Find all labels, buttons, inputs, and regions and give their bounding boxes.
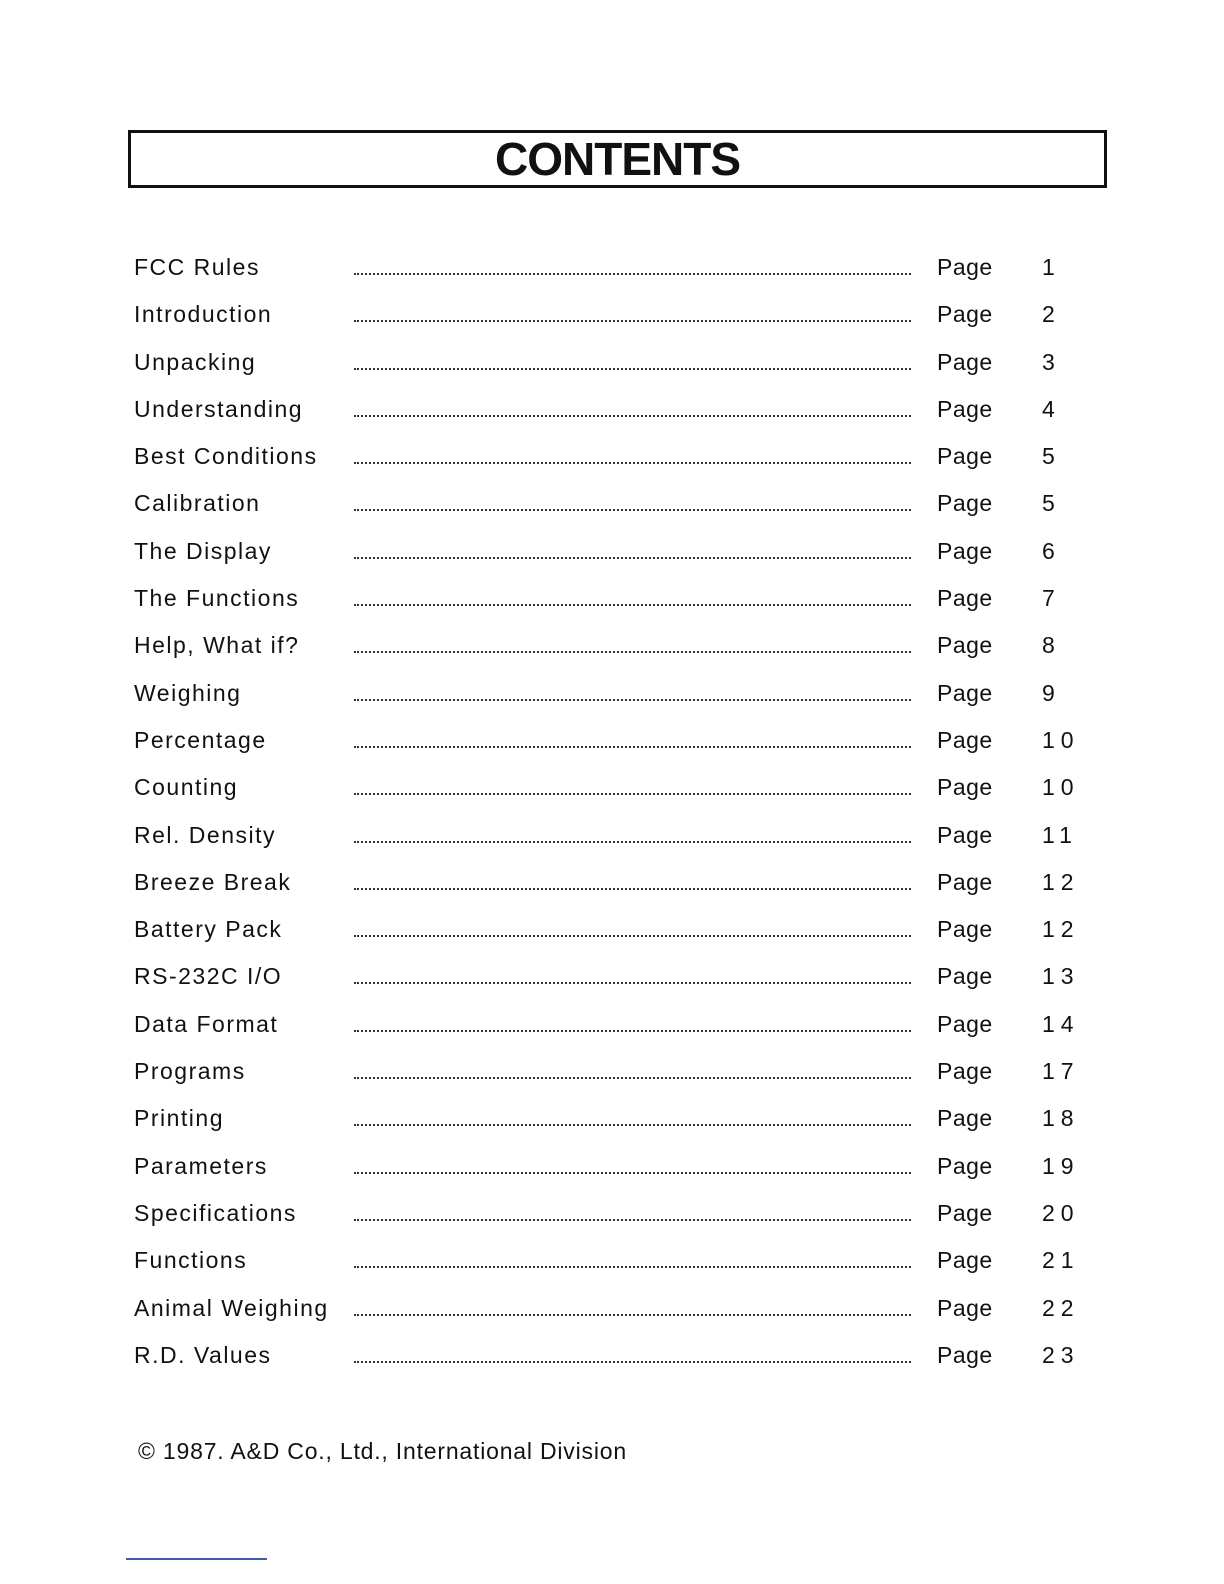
toc-page-number: 19	[1042, 1152, 1080, 1179]
toc-page-number: 13	[1042, 963, 1080, 990]
toc-entry	[134, 1190, 1094, 1237]
toc-page-word: Page	[937, 868, 993, 895]
toc-entry-label: Help, What if?	[134, 632, 300, 659]
toc-dot-leader	[354, 1361, 911, 1363]
toc-entry-label: Battery Pack	[134, 916, 283, 943]
toc-dot-leader	[354, 888, 911, 890]
toc-entry-label: FCC Rules	[134, 254, 260, 280]
toc-page-word: Page	[937, 1294, 993, 1321]
toc-page-word: Page	[937, 916, 993, 943]
toc-page-word: Page	[937, 1341, 993, 1368]
toc-entry-label: RS-232C I/O	[134, 963, 283, 990]
toc-dot-leader	[354, 462, 911, 464]
toc-page-number: 21	[1042, 1247, 1080, 1274]
toc-entry	[134, 291, 1094, 338]
contents-title-box	[128, 130, 1107, 188]
toc-page-number: 1	[1042, 254, 1061, 280]
toc-page-word: Page	[937, 679, 993, 706]
toc-page-word: Page	[937, 726, 993, 753]
toc-dot-leader	[354, 982, 911, 984]
toc-dot-leader	[354, 273, 911, 275]
toc-page-word: Page	[937, 1010, 993, 1037]
toc-entry-label: Functions	[134, 1247, 248, 1274]
toc-dot-leader	[354, 415, 911, 417]
table-of-contents	[134, 244, 1094, 1379]
toc-page-word: Page	[937, 1247, 993, 1274]
toc-entry	[134, 433, 1094, 480]
toc-dot-leader	[354, 1266, 911, 1268]
toc-entry-label: Unpacking	[134, 348, 257, 375]
toc-dot-leader	[354, 1314, 911, 1316]
toc-dot-leader	[354, 320, 911, 322]
toc-dot-leader	[354, 1219, 911, 1221]
toc-page-number: 14	[1042, 1010, 1080, 1037]
toc-page-number: 3	[1042, 348, 1061, 375]
toc-page-number: 5	[1042, 443, 1061, 470]
toc-entry-label: R.D. Values	[134, 1341, 272, 1368]
toc-page-word: Page	[937, 1058, 993, 1085]
toc-page-word: Page	[937, 443, 993, 470]
toc-dot-leader	[354, 1030, 911, 1032]
toc-page-word: Page	[937, 254, 993, 280]
toc-page-word: Page	[937, 537, 993, 564]
toc-page-number: 7	[1042, 585, 1061, 612]
toc-entry-label: The Display	[134, 537, 272, 564]
toc-page-word: Page	[937, 821, 993, 848]
toc-dot-leader	[354, 841, 911, 843]
toc-entry-label: Parameters	[134, 1152, 268, 1179]
toc-entry-label: Counting	[134, 774, 239, 801]
toc-entry	[134, 1237, 1094, 1284]
toc-page-number: 10	[1042, 774, 1080, 801]
toc-entry-label: Introduction	[134, 301, 273, 328]
toc-page-word: Page	[937, 585, 993, 612]
toc-entry	[134, 953, 1094, 1000]
toc-entry	[134, 906, 1094, 953]
toc-entry	[134, 764, 1094, 811]
toc-entry	[134, 859, 1094, 906]
toc-entry-label: Rel. Density	[134, 821, 276, 848]
toc-entry	[134, 575, 1094, 622]
toc-entry	[134, 244, 1094, 291]
toc-dot-leader	[354, 1077, 911, 1079]
toc-page-number: 23	[1042, 1341, 1080, 1368]
toc-page-number: 17	[1042, 1058, 1080, 1085]
toc-entry-label: Printing	[134, 1105, 224, 1132]
toc-dot-leader	[354, 1172, 911, 1174]
toc-dot-leader	[354, 368, 911, 370]
toc-page-number: 12	[1042, 868, 1080, 895]
toc-page-word: Page	[937, 1199, 993, 1226]
toc-page-number: 20	[1042, 1199, 1080, 1226]
toc-entry	[134, 670, 1094, 717]
toc-entry	[134, 622, 1094, 669]
toc-entry	[134, 528, 1094, 575]
toc-dot-leader	[354, 1124, 911, 1126]
toc-dot-leader	[354, 793, 911, 795]
toc-page-number: 10	[1042, 726, 1080, 753]
page-title: CONTENTS	[495, 133, 740, 185]
toc-entry-label: Calibration	[134, 490, 261, 517]
toc-page-number: 4	[1042, 395, 1061, 422]
toc-dot-leader	[354, 509, 911, 511]
copyright-notice: © 1987. A&D Co., Ltd., International Division	[138, 1438, 627, 1464]
toc-page-word: Page	[937, 632, 993, 659]
toc-page-number: 22	[1042, 1294, 1080, 1321]
toc-entry-label: Percentage	[134, 726, 267, 753]
footer-rule	[126, 1558, 267, 1560]
toc-entry-label: Specifications	[134, 1199, 297, 1226]
toc-entry	[134, 339, 1094, 386]
toc-page-word: Page	[937, 490, 993, 517]
toc-entry	[134, 1285, 1094, 1332]
toc-page-number: 9	[1042, 679, 1061, 706]
toc-entry	[134, 1048, 1094, 1095]
toc-page-number: 12	[1042, 916, 1080, 943]
toc-dot-leader	[354, 935, 911, 937]
toc-entry	[134, 480, 1094, 527]
toc-entry-label: Animal Weighing	[134, 1294, 329, 1321]
toc-entry-label: Programs	[134, 1058, 246, 1085]
toc-page-number: 5	[1042, 490, 1061, 517]
toc-page-number: 18	[1042, 1105, 1080, 1132]
toc-entry-label: Best Conditions	[134, 443, 318, 470]
toc-page-word: Page	[937, 348, 993, 375]
toc-dot-leader	[354, 604, 911, 606]
toc-entry	[134, 1332, 1094, 1379]
toc-page-word: Page	[937, 774, 993, 801]
toc-entry-label: Weighing	[134, 679, 242, 706]
toc-entry-label: Breeze Break	[134, 868, 292, 895]
toc-dot-leader	[354, 557, 911, 559]
toc-page-word: Page	[937, 963, 993, 990]
toc-entry-label: Data Format	[134, 1010, 279, 1037]
toc-dot-leader	[354, 699, 911, 701]
toc-entry-label: Understanding	[134, 395, 304, 422]
toc-dot-leader	[354, 746, 911, 748]
toc-page-word: Page	[937, 395, 993, 422]
toc-entry-label: The Functions	[134, 585, 300, 612]
toc-page-number: 2	[1042, 301, 1061, 328]
toc-entry	[134, 812, 1094, 859]
toc-entry	[134, 386, 1094, 433]
toc-page-word: Page	[937, 301, 993, 328]
toc-page-word: Page	[937, 1152, 993, 1179]
toc-entry	[134, 1095, 1094, 1142]
toc-entry	[134, 717, 1094, 764]
toc-page-word: Page	[937, 1105, 993, 1132]
toc-entry	[134, 1143, 1094, 1190]
toc-entry	[134, 1001, 1094, 1048]
toc-page-number: 8	[1042, 632, 1061, 659]
toc-dot-leader	[354, 651, 911, 653]
toc-page-number: 6	[1042, 537, 1061, 564]
toc-page-number: 11	[1042, 821, 1078, 848]
